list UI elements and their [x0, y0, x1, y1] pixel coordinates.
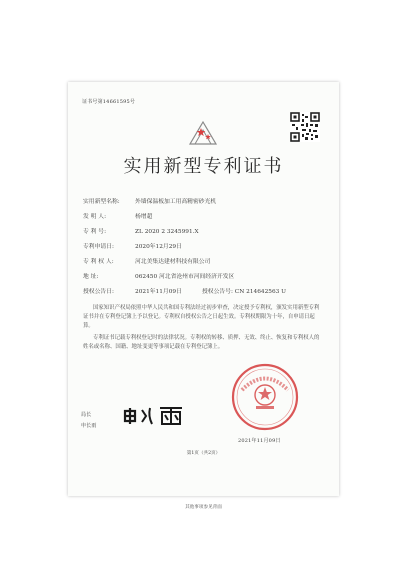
- field-value: 杨增超: [135, 214, 153, 220]
- director-label-2: 申长雨: [81, 423, 97, 429]
- field-label: 授权公告号:: [202, 289, 233, 295]
- field-label: 专利申请日:: [83, 244, 114, 250]
- director-signature-icon: [120, 402, 190, 428]
- bottom-note: 其他事项参见背面: [185, 505, 222, 510]
- field-grant-date: [83, 286, 182, 295]
- field-application-date: [83, 241, 182, 250]
- field-label: 实用新型名称:: [83, 199, 120, 205]
- field-patent-number: [83, 226, 199, 235]
- official-seal-icon: [230, 362, 300, 432]
- certificate-paragraph-1: 国家知识产权局依照中华人民共和国专利法经过初步审查，决定授予专利权，颁发实用新型专利证书并在专利登记簿上予以登记。专利权自授权公告之日起生效。专利权期限为十年，自申请日起算。: [83, 305, 320, 329]
- field-grant-number: [202, 286, 286, 295]
- field-value: 外墙保温板加工用高精密砂光机: [135, 199, 217, 205]
- field-label: 授权公告日:: [83, 289, 114, 295]
- field-value: 2020年12月29日: [135, 244, 182, 250]
- seal-date: 2021年11月09日: [238, 438, 281, 444]
- field-value: CN 214642563 U: [234, 289, 287, 295]
- field-value: ZL 2020 2 3245991.X: [135, 229, 199, 235]
- field-value: 河北美集达建材科技有限公司: [135, 259, 211, 265]
- field-label: 发 明 人:: [83, 214, 107, 220]
- qr-code-icon: [290, 112, 320, 142]
- director-label: 局长: [81, 412, 92, 418]
- field-inventor: [83, 211, 152, 220]
- field-label: 专 利 号:: [83, 229, 107, 235]
- field-address: [83, 271, 234, 280]
- field-patentee: [83, 256, 210, 265]
- certificate-paragraph-2: 专利证书记载专利权登记时的法律状况。专利权的转移、质押、无效、终止、恢复和专利权人的姓名或名称、国籍、地址变更等事项记载在专利登记簿上。: [83, 335, 320, 350]
- page-note: 第1页（共2页）: [186, 451, 221, 456]
- field-label: 地 址:: [83, 274, 99, 280]
- field-value: 062450 河北省沧州市河间经济开发区: [135, 274, 235, 280]
- certificate-title: 实用新型专利证书: [123, 156, 284, 177]
- patent-certificate: [68, 82, 339, 496]
- cnipa-logo-icon: [186, 118, 220, 148]
- field-value: 2021年11月09日: [135, 289, 182, 295]
- field-label: 专 利 权 人:: [83, 259, 114, 265]
- field-utility-model-name: [83, 196, 216, 205]
- certificate-number: 证书号第14661595号: [82, 99, 136, 105]
